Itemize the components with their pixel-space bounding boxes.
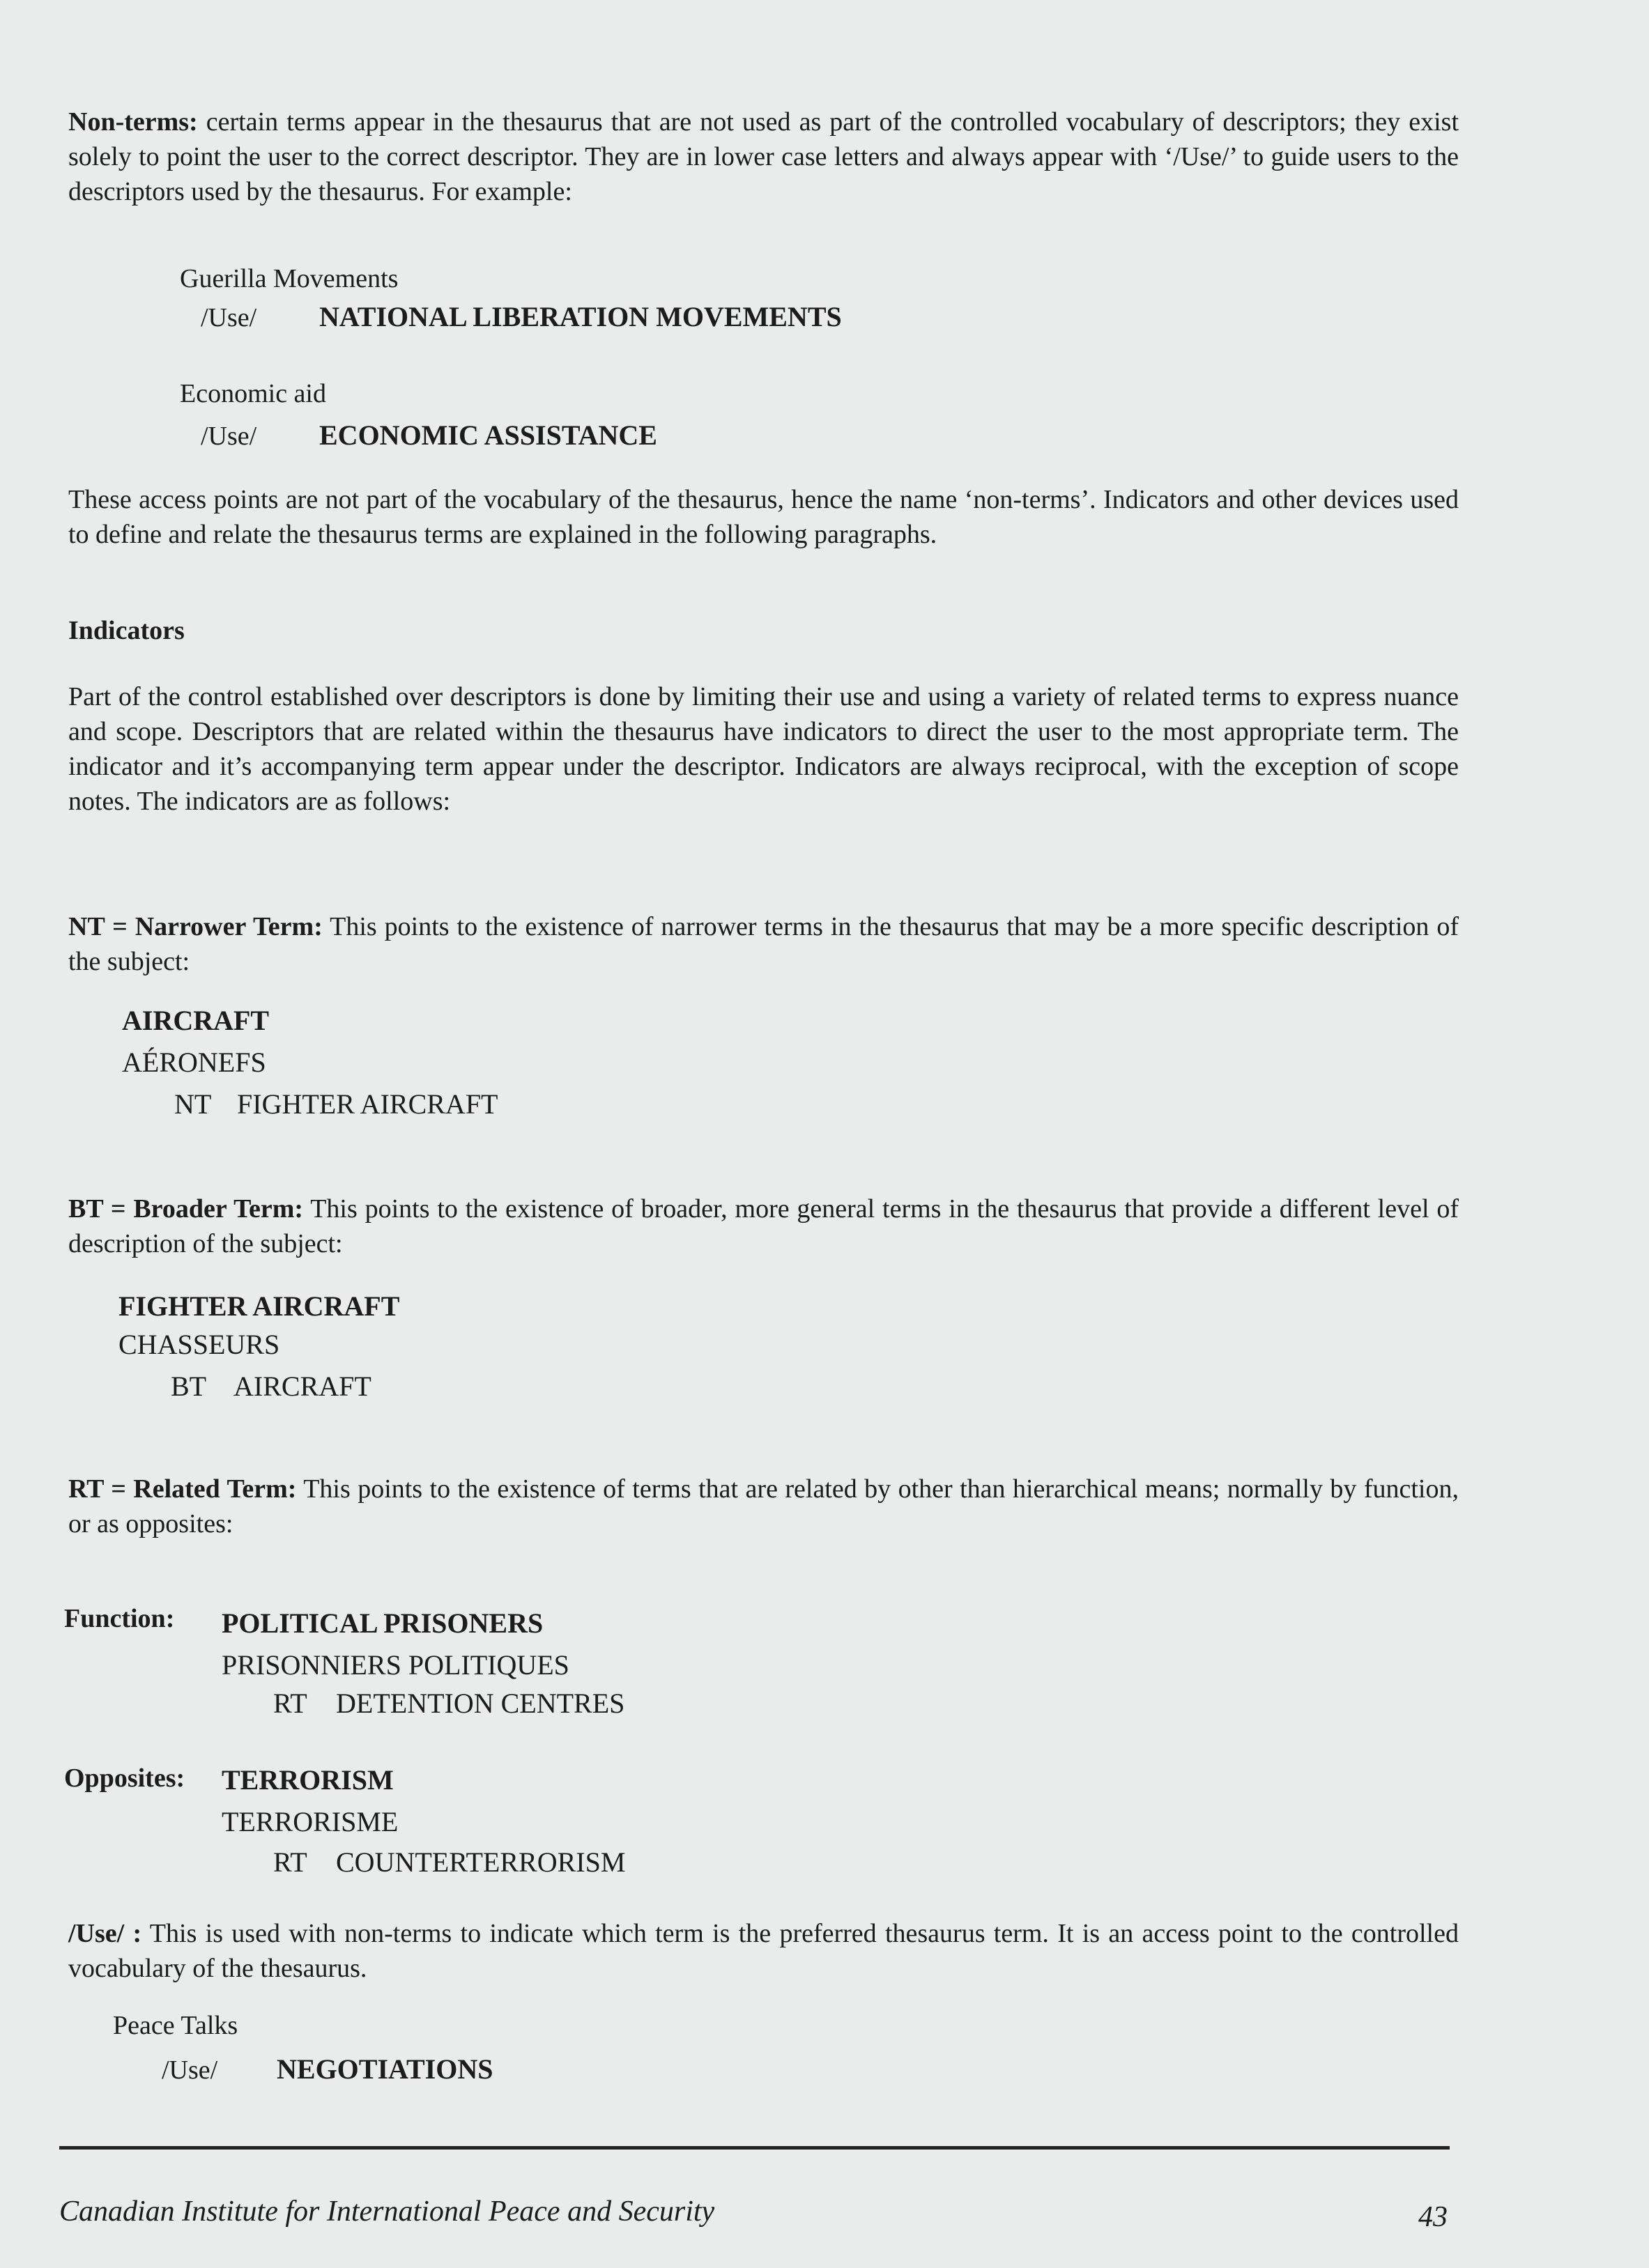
rt-opposites-term-fr: TERRORISME	[222, 1806, 399, 1837]
rt-label: RT = Related Term:	[68, 1474, 297, 1504]
use-paragraph	[68, 1916, 1459, 1986]
example2-descriptor: ECONOMIC ASSISTANCE	[319, 419, 657, 451]
rt-paragraph	[68, 1472, 1459, 1541]
use-example-term: Peace Talks	[113, 2011, 238, 2040]
nt-term-fr: AÉRONEFS	[122, 1047, 266, 1078]
non-terms-paragraph	[68, 105, 1459, 209]
use-example-use: /Use/	[162, 2055, 218, 2085]
example1-descriptor: NATIONAL LIBERATION MOVEMENTS	[319, 301, 842, 332]
use-label: /Use/ :	[68, 1919, 142, 1948]
rt-opposites-label: Opposites:	[64, 1764, 185, 1793]
rt-function-label: Function:	[64, 1604, 175, 1633]
rt-opposites-related: COUNTERTERRORISM	[336, 1846, 626, 1878]
rt-function-related: DETENTION CENTRES	[336, 1688, 625, 1719]
indicators-text: Part of the control established over descriptors is done by limiting their use and using a variety of related terms to express nuance and scope. Descriptors that are related within the thesaurus have indicators to direct the user to the most appropriate term. The indicator and it’s accompanying term appear under the descriptor. Indicators are always reciprocal, with the exception of scope notes. The indicators are as follows:	[68, 682, 1459, 816]
example1-use: /Use/	[201, 303, 257, 332]
non-terms-after: These access points are not part of the vocabulary of the thesaurus, hence the name ‘non-terms’. Indicators and other devices used to define and relate the thesaurus terms are explained in the following paragraphs.	[68, 485, 1459, 549]
nt-indicator: NT	[174, 1088, 212, 1120]
use-text: This is used with non-terms to indicate which term is the preferred thesaurus term. It is an access point to the controlled vocabulary of the thesaurus.	[68, 1919, 1459, 1983]
bt-text: This points to the existence of broader, more general terms in the thesaurus that provide a different level of description of the subject:	[68, 1194, 1459, 1258]
bt-term-fr: CHASSEURS	[118, 1329, 280, 1360]
footer-rule	[59, 2146, 1450, 2150]
non-terms-label: Non-terms:	[68, 107, 198, 137]
nt-paragraph	[68, 909, 1459, 979]
nt-related: FIGHTER AIRCRAFT	[237, 1088, 498, 1120]
use-example-descriptor: NEGOTIATIONS	[277, 2053, 493, 2085]
bt-label: BT = Broader Term:	[68, 1194, 304, 1224]
nt-term: AIRCRAFT	[122, 1005, 270, 1036]
rt-text: This points to the existence of terms that are related by other than hierarchical means; normally by function, or as opposites:	[68, 1474, 1459, 1538]
footer-institute: Canadian Institute for International Peace and Security	[59, 2196, 715, 2228]
rt-function-term-fr: PRISONNIERS POLITIQUES	[222, 1649, 569, 1681]
nt-label: NT = Narrower Term:	[68, 912, 323, 941]
example2-term: Economic aid	[180, 379, 326, 408]
nt-text: This points to the existence of narrower terms in the thesaurus that may be a more specific description of the subject:	[68, 912, 1459, 976]
example2-line	[201, 418, 657, 454]
rt-function-line	[273, 1686, 624, 1721]
bt-line	[171, 1369, 371, 1404]
bt-indicator: BT	[171, 1371, 207, 1402]
example1-term: Guerilla Movements	[180, 264, 399, 293]
bt-related: AIRCRAFT	[233, 1371, 371, 1402]
use-example-line	[162, 2052, 493, 2088]
bt-paragraph	[68, 1191, 1459, 1261]
rt-function-term: POLITICAL PRISONERS	[222, 1607, 544, 1639]
rt-opposites-term: TERRORISM	[222, 1764, 394, 1796]
example1-line	[201, 300, 842, 335]
non-terms-text: certain terms appear in the thesaurus that are not used as part of the controlled vocabulary of descriptors; they exist solely to point the user to the correct descriptor. They are in lower case letters and always appear with ‘/Use/’ to guide users to the descriptors used by the thesaurus. For example:	[68, 107, 1459, 206]
bt-term: FIGHTER AIRCRAFT	[118, 1290, 400, 1322]
rt-opposites-indicator: RT	[273, 1846, 307, 1878]
rt-function-indicator: RT	[273, 1688, 307, 1719]
nt-line	[174, 1087, 498, 1122]
example2-use: /Use/	[201, 422, 257, 451]
indicators-heading: Indicators	[68, 616, 185, 645]
rt-opposites-line	[273, 1845, 625, 1880]
page-number: 43	[1418, 2201, 1448, 2233]
